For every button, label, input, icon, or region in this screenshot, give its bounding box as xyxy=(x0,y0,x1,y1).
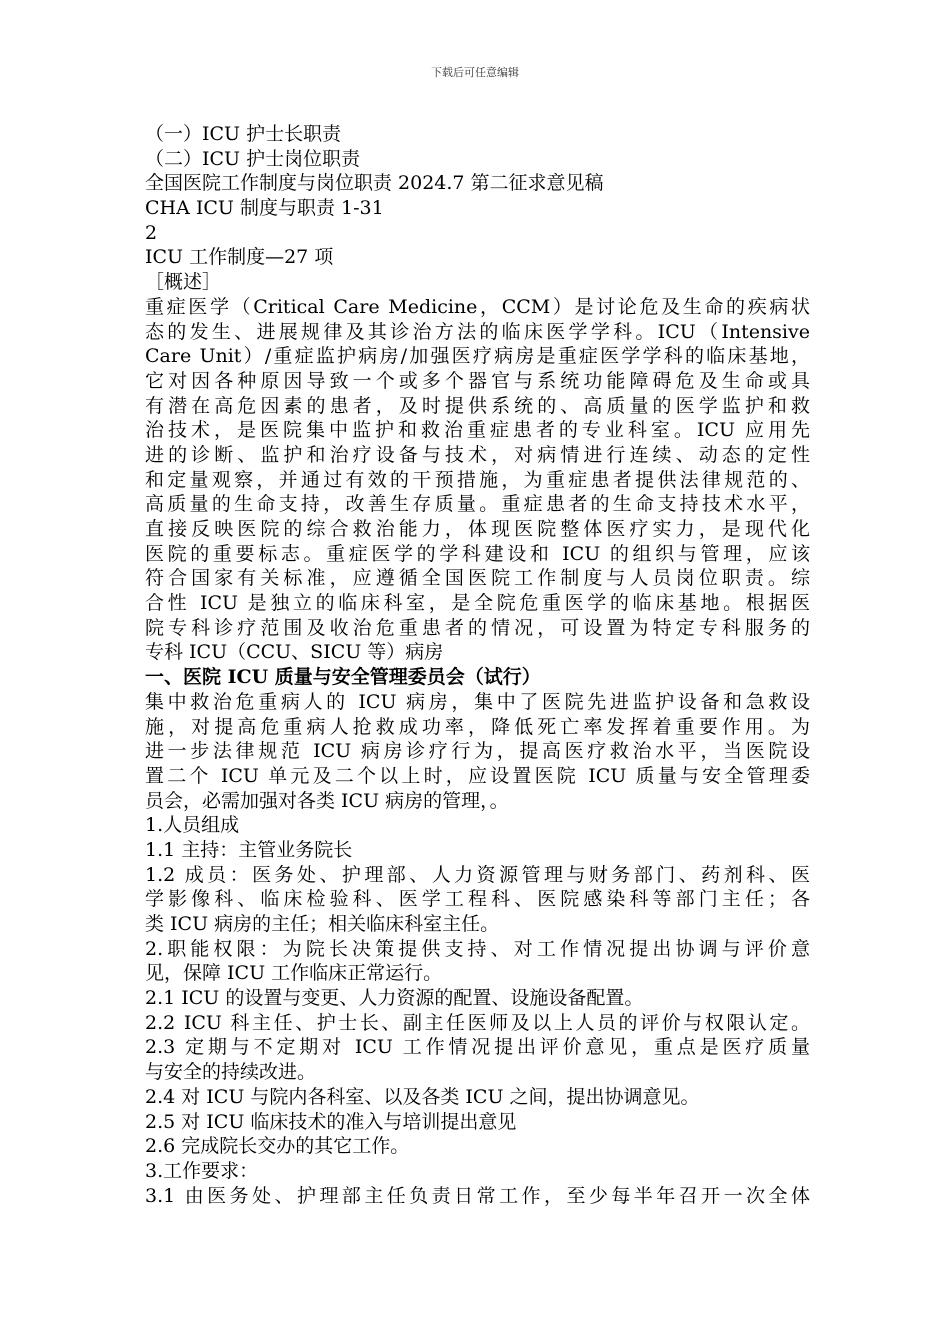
text-line: 1.1 主持：主管业务院长 xyxy=(145,838,353,861)
document-body xyxy=(145,122,810,1208)
text-line: 类 ICU 病房的主任；相关临床科室主任。 xyxy=(145,913,500,935)
text-line: 3.工作要求： xyxy=(145,1159,259,1182)
text-line: 进的诊断、监护和治疗设备与技术，对病情进行连续、动态的定性 xyxy=(145,443,810,466)
text-line: ICU 工作制度—27 项 xyxy=(145,246,334,269)
text-line: 学影像科、临床检验科、医学工程科、医院感染科等部门主任；各 xyxy=(145,888,810,911)
section-heading: 一、医院 ICU 质量与安全管理委员会（试行） xyxy=(145,666,541,689)
text-line: 重症医学（Critical Care Medicine，CCM）是讨论危及生命的疾病状 xyxy=(145,295,810,318)
text-line: 全国医院工作制度与岗位职责 2024.7 第二征求意见稿 xyxy=(145,172,604,195)
text-line: ［概述］ xyxy=(145,271,222,294)
text-line: 2.5 对 ICU 临床技术的准入与培训提出意见 xyxy=(145,1110,517,1133)
text-line: Care Unit）/重症监护病房/加强医疗病房是重症医学学科的临床基地， xyxy=(145,345,810,368)
text-line: 2 xyxy=(145,221,158,244)
text-line: 治技术，是医院集中监护和救治重症患者的专业科室。ICU 应用先 xyxy=(145,419,810,442)
text-line: CHA ICU 制度与职责 1-31 xyxy=(145,197,384,220)
text-line: 置二个 ICU 单元及二个以上时，应设置医院 ICU 质量与安全管理委 xyxy=(145,764,810,787)
text-line: 2.6 完成院长交办的其它工作。 xyxy=(145,1135,410,1158)
text-line: 进一步法律规范 ICU 病房诊疗行为，提高医疗救治水平，当医院设 xyxy=(145,740,810,763)
text-line: 见，保障 ICU 工作临床正常运行。 xyxy=(145,962,443,985)
text-line: （二）ICU 护士岗位职责 xyxy=(145,147,361,170)
text-line: 专科 ICU（CCU、SICU 等）病房 xyxy=(145,641,444,664)
text-line: 医院的重要标志。重症医学的学科建设和 ICU 的组织与管理，应该 xyxy=(145,542,810,565)
text-line: 和定量观察，并通过有效的干预措施，为重症患者提供法律规范的、 xyxy=(145,468,810,491)
text-line: 1.2 成员：医务处、护理部、人力资源管理与财务部门、药剂科、医 xyxy=(145,863,810,886)
text-line: 3.1 由医务处、护理部主任负责日常工作，至少每半年召开一次全体 xyxy=(145,1184,810,1207)
text-line: 高质量的生命支持，改善生存质量。重症患者的生命支持技术水平， xyxy=(145,493,810,516)
text-line: 符合国家有关标准，应遵循全国医院工作制度与人员岗位职责。综 xyxy=(145,567,810,590)
text-line: 2.1 ICU 的设置与变更、人力资源的配置、设施设备配置。 xyxy=(145,987,644,1010)
text-line: 有潜在高危因素的患者，及时提供系统的、高质量的医学监护和救 xyxy=(145,394,810,417)
text-line: 它对因各种原因导致一个或多个器官与系统功能障碍危及生命或具 xyxy=(145,369,810,392)
text-line: 2.2 ICU 科主任、护士长、副主任医师及以上人员的评价与权限认定。 xyxy=(145,1011,810,1034)
text-line: 2.4 对 ICU 与院内各科室、以及各类 ICU 之间，提出协调意见。 xyxy=(145,1085,700,1108)
page-header: 下载后可任意编辑 xyxy=(431,66,519,79)
text-line: 与安全的持续改进。 xyxy=(145,1061,317,1084)
text-line: 态的发生、进展规律及其诊治方法的临床医学学科。ICU（Intensive xyxy=(145,320,810,343)
text-line: 直接反映医院的综合救治能力，体现医院整体医疗实力，是现代化 xyxy=(145,518,810,540)
text-line: 合性 ICU 是独立的临床科室，是全院危重医学的临床基地。根据医 xyxy=(145,592,810,615)
text-line: 1.人员组成 xyxy=(145,814,240,837)
text-line: （一）ICU 护士长职责 xyxy=(145,123,342,145)
text-line: 2.3 定期与不定期对 ICU 工作情况提出评价意见，重点是医疗质量 xyxy=(145,1036,810,1059)
text-line: 集中救治危重病人的 ICU 病房，集中了医院先进监护设备和急救设 xyxy=(145,690,810,713)
text-line: 员会，必需加强对各类 ICU 病房的管理，。 xyxy=(145,789,509,812)
text-line: 2.职能权限：为院长决策提供支持、对工作情况提出协调与评价意 xyxy=(145,937,810,960)
text-line: 施，对提高危重病人抢救成功率，降低死亡率发挥着重要作用。为 xyxy=(145,715,810,738)
text-line: 院专科诊疗范围及收治危重患者的情况，可设置为特定专科服务的 xyxy=(145,616,810,639)
